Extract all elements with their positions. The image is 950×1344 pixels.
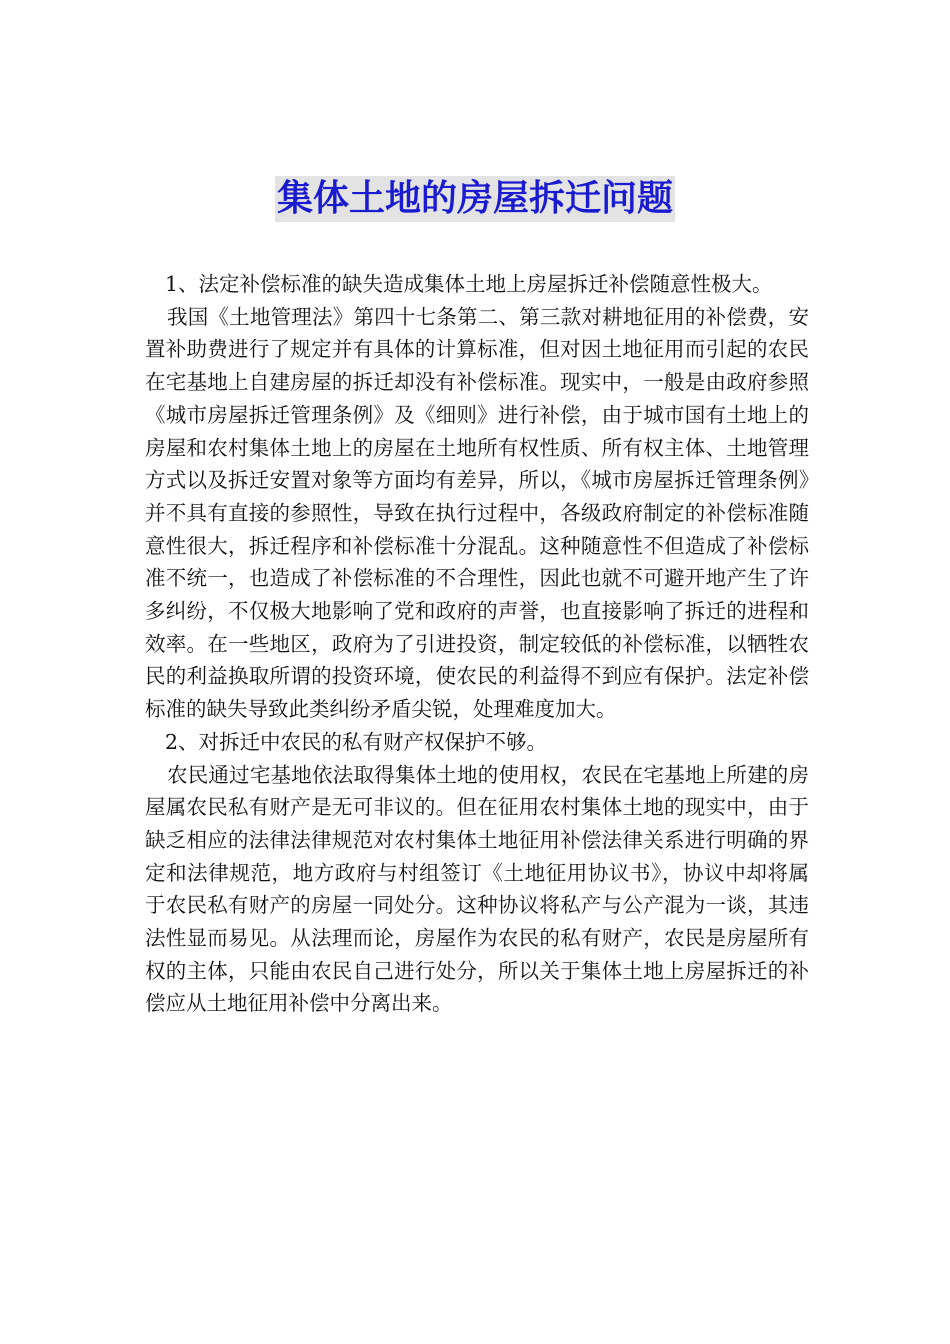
title-container [0,176,950,222]
document-title: 集体土地的房屋拆迁问题 [275,176,675,222]
document-body [145,268,809,1020]
section-1-heading: 1、法定补偿标准的缺失造成集体土地上房屋拆迁补偿随意性极大。 [165,272,773,296]
section-2-paragraph: 农民通过宅基地依法取得集体土地的使用权，农民在宅基地上所建的房屋属农民私有财产是无可非议的。但在征用农村集体土地的现实中，由于缺乏相应的法律法律规范对农村集体土地征用补偿法律关系进行明确的界定和法律规范，地方政府与村组签订《土地征用协议书》，协议中却将属于农民私有财产的房屋一同处分。这种协议将私产与公产混为一谈，其违法性显而易见。从法理而论，房屋作为农民的私有财产，农民是房屋所有权的主体，只能由农民自己进行处分，所以关于集体土地上房屋拆迁的补偿应从土地征用补偿中分离出来。 [145,762,809,1016]
section-1-paragraph: 我国《土地管理法》第四十七条第二、第三款对耕地征用的补偿费，安置补助费进行了规定并有具体的计算标准，但对因土地征用而引起的农民在宅基地上自建房屋的拆迁却没有补偿标准。现实中，一般是由政府参照《城市房屋拆迁管理条例》及《细则》进行补偿，由于城市国有土地上的房屋和农村集体土地上的房屋在土地所有权性质、所有权主体、土地管理方式以及拆迁安置对象等方面均有差异，所以，《城市房屋拆迁管理条例》并不具有直接的参照性，导致在执行过程中，各级政府制定的补偿标准随意性很大，拆迁程序和补偿标准十分混乱。这种随意性不但造成了补偿标准不统一，也造成了补偿标准的不合理性，因此也就不可避开地产生了许多纠纷，不仅极大地影响了党和政府的声誉，也直接影响了拆迁的进程和效率。在一些地区，政府为了引进投资，制定较低的补偿标准，以牺牲农民的利益换取所谓的投资环境，使农民的利益得不到应有保护。法定补偿标准的缺失导致此类纠纷矛盾尖锐，处理难度加大。 [145,304,809,722]
section-2-heading: 2、对拆迁中农民的私有财产权保护不够。 [165,729,548,754]
